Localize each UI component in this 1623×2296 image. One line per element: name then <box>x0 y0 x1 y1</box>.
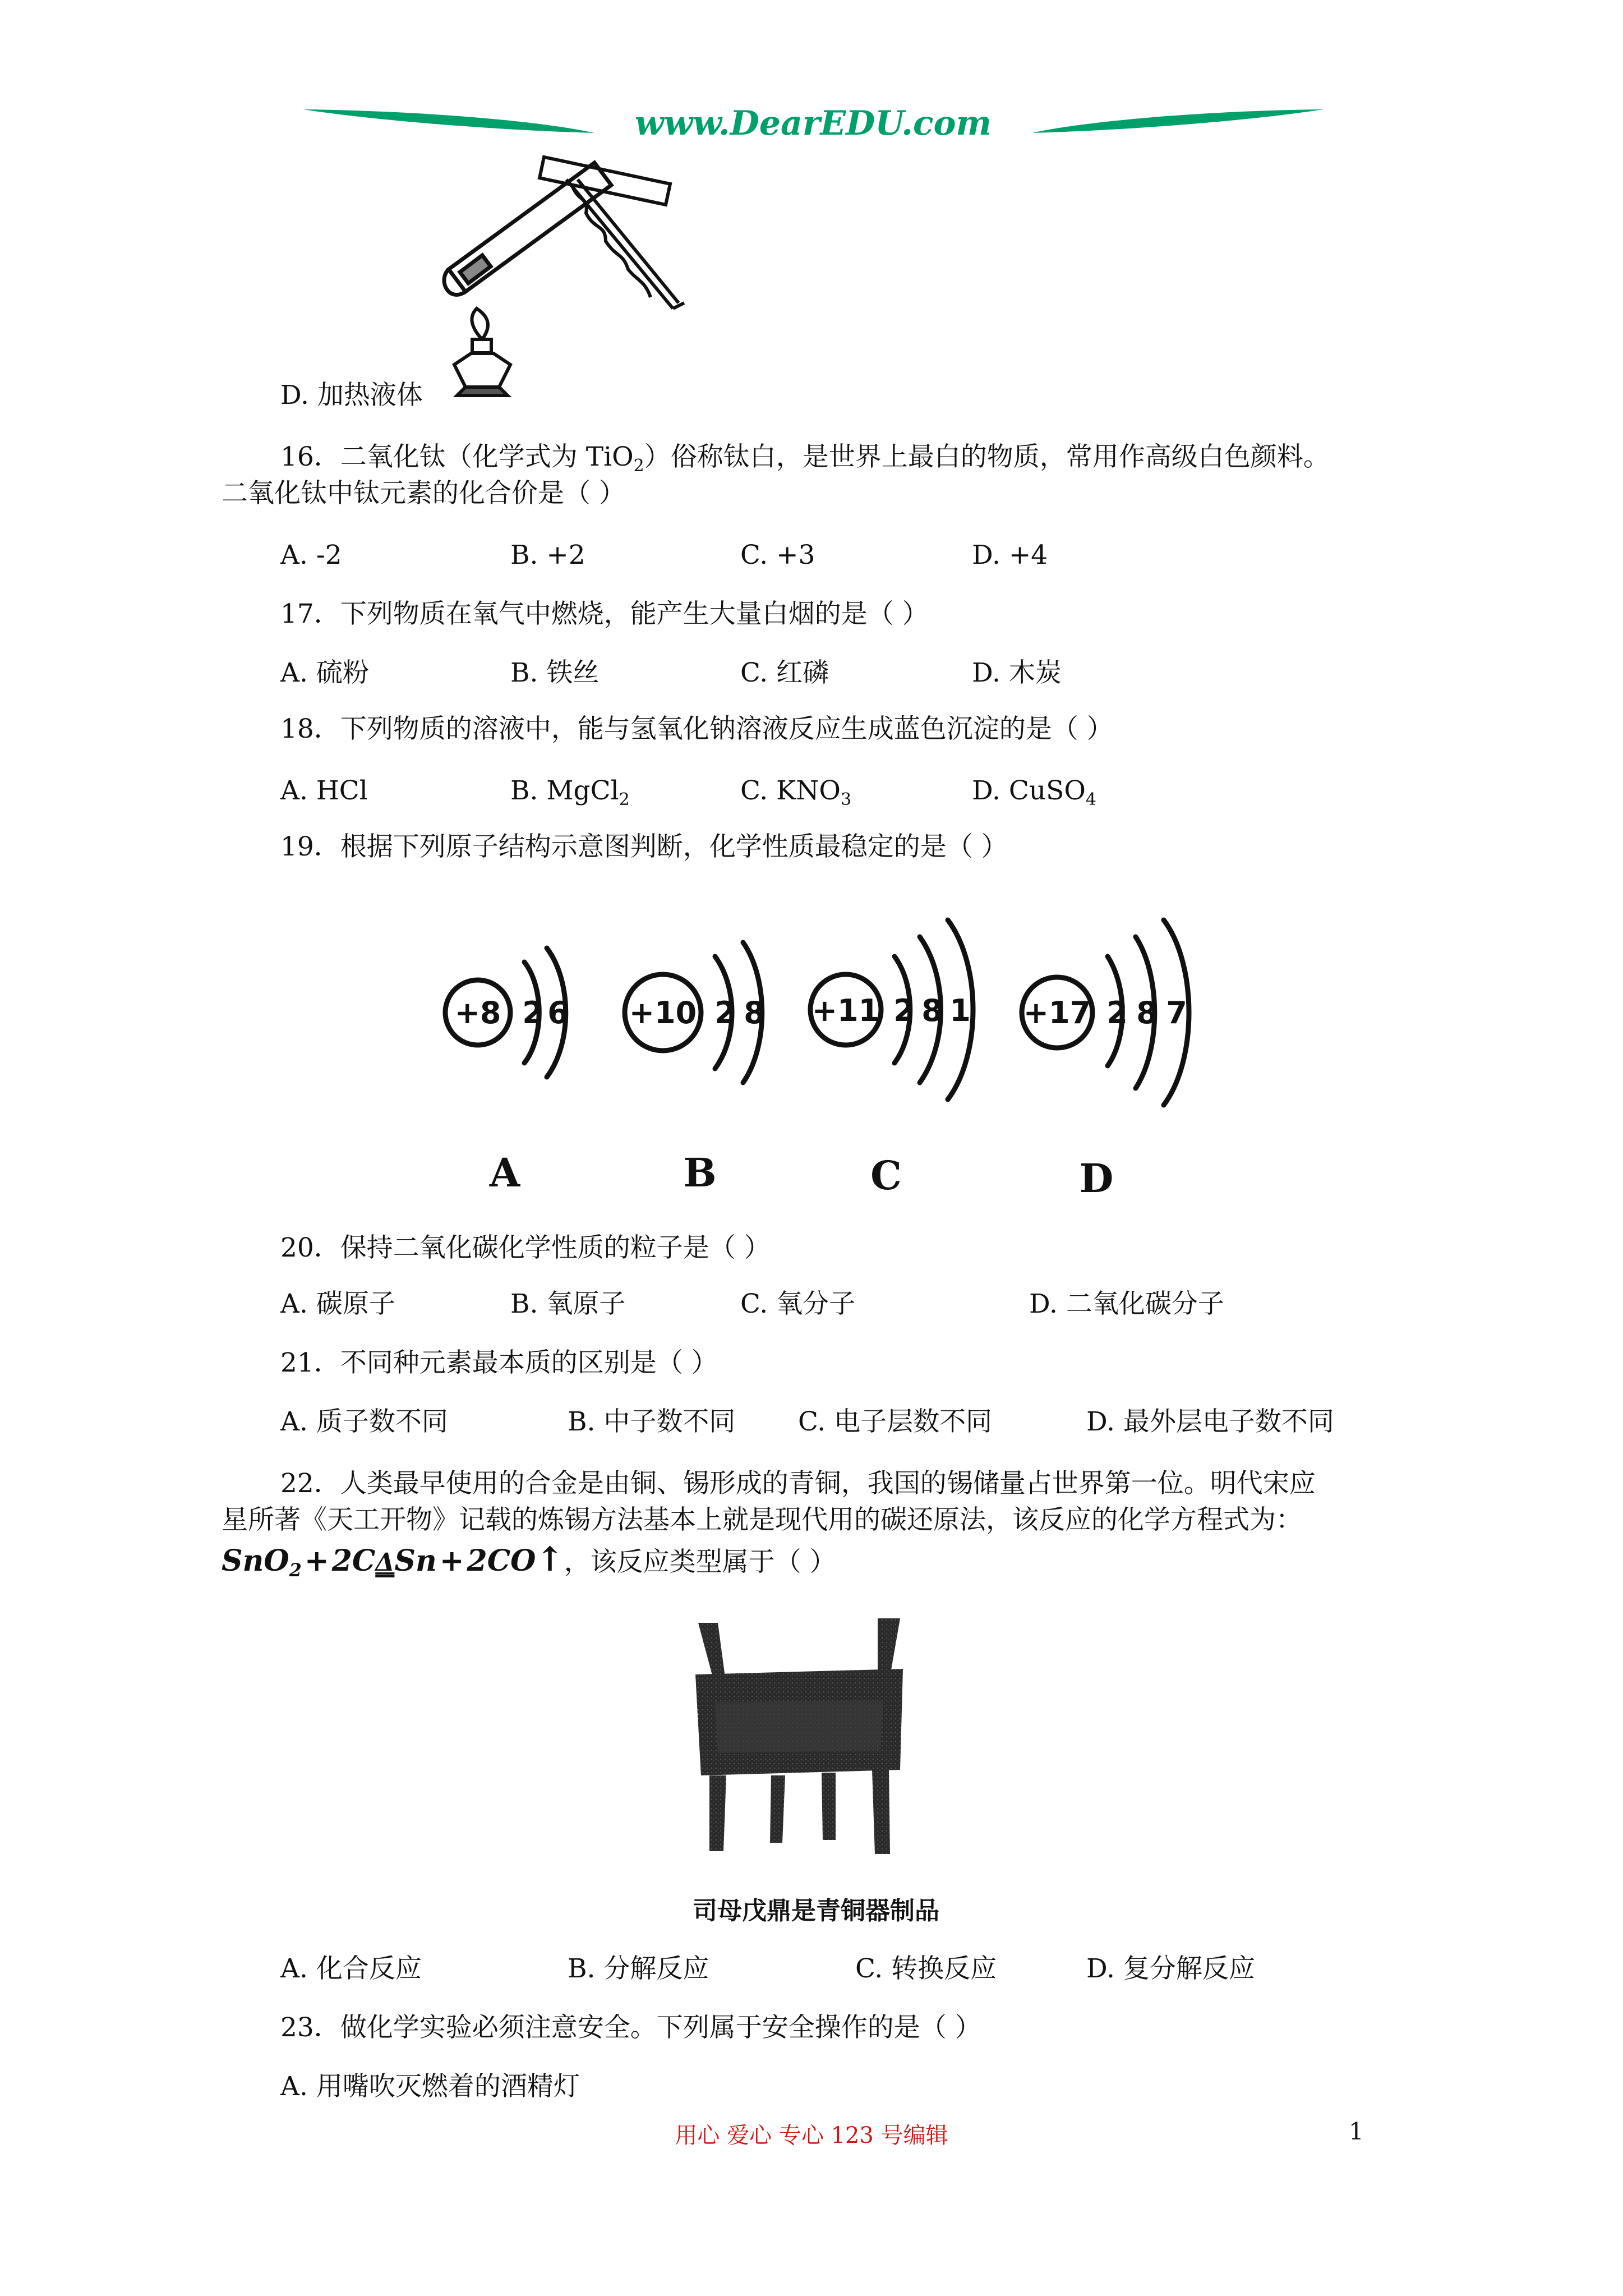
q17-option-c: C. 红磷 <box>740 657 829 688</box>
q20-option-c: C. 氧分子 <box>740 1289 856 1319</box>
footer-editor-note: 用心 爱心 专心 123 号编辑 <box>675 2123 948 2148</box>
atom-b-label: B <box>683 1149 717 1196</box>
q21-option-c: C. 电子层数不同 <box>798 1406 993 1437</box>
atom-b-shell-2-count: 8 <box>744 995 765 1030</box>
q23-stem: 23．做化学实验必须注意安全。下列属于安全操作的是（ ） <box>280 2012 981 2043</box>
eq-product-1: Sn <box>394 1544 437 1578</box>
q20-option-d: D. 二氧化碳分子 <box>1029 1289 1224 1319</box>
eq-plus-2: + <box>439 1544 464 1578</box>
q18-option-d <box>972 774 1096 808</box>
atom-c-nucleus: +11 <box>811 993 880 1028</box>
atom-b-shell-1-count: 2 <box>714 995 736 1030</box>
q21-option-d: D. 最外层电子数不同 <box>1086 1406 1334 1437</box>
q16-option-c: C. +3 <box>740 540 815 570</box>
eq-reactant-1-sub: 2 <box>289 1559 302 1581</box>
atom-c-shell-1-count: 2 <box>893 993 915 1028</box>
q20-option-b: B. 氧原子 <box>510 1289 626 1319</box>
q22-equation-tail: ，该反应类型属于（ ） <box>564 1547 836 1577</box>
q20-stem: 20．保持二氧化碳化学性质的粒子是（ ） <box>280 1232 771 1263</box>
q16-stem-part1: 16．二氧化钛（化学式为 TiO <box>280 441 634 472</box>
q16-stem-line1 <box>280 440 1330 474</box>
q18-option-b-text: B. MgCl <box>510 775 619 806</box>
q17-option-b: B. 铁丝 <box>510 657 600 688</box>
atom-c-label: C <box>870 1152 902 1199</box>
atom-d-label: D <box>1079 1155 1114 1202</box>
q22-option-d: D. 复分解反应 <box>1086 1953 1255 1984</box>
q18-option-a: A. HCl <box>280 775 368 806</box>
q18-option-c <box>740 774 851 808</box>
q22-stem-line1: 22．人类最早使用的合金是由铜、锡形成的青铜，我国的锡储量占世界第一位。明代宋应 <box>280 1468 1316 1499</box>
atom-structure-diagrams <box>432 898 1228 1212</box>
atom-a-shell-1-count: 2 <box>522 995 543 1030</box>
q23-option-a: A. 用嘴吹灭燃着的酒精灯 <box>280 2071 580 2102</box>
atom-a-label: A <box>489 1149 520 1196</box>
q22-option-a: A. 化合反应 <box>280 1953 422 1984</box>
eq-gas-arrow: ↑ <box>536 1540 564 1579</box>
atom-b-nucleus: +10 <box>629 995 697 1030</box>
q22-option-b: B. 分解反应 <box>568 1953 709 1984</box>
ding-image-caption: 司母戊鼎是青铜器制品 <box>693 1897 939 1925</box>
q18-option-b <box>510 774 630 808</box>
q18-option-d-sub: 4 <box>1085 790 1096 809</box>
q16-stem-line2: 二氧化钛中钛元素的化合价是（ ） <box>222 478 625 509</box>
atom-c-shell-2-count: 8 <box>921 993 943 1028</box>
eq-reactant-2: 2C <box>331 1544 376 1578</box>
atom-a-nucleus: +8 <box>454 995 501 1030</box>
page-number: 1 <box>1349 2118 1364 2145</box>
q16-subscript: 2 <box>633 456 644 476</box>
atom-d-nucleus: +17 <box>1023 995 1091 1030</box>
q21-option-b: B. 中子数不同 <box>568 1406 736 1437</box>
q22-option-c: C. 转换反应 <box>855 1953 997 1984</box>
q18-option-c-text: C. KNO <box>740 775 841 806</box>
atom-a-shell-2-count: 6 <box>547 995 569 1030</box>
q20-option-a: A. 碳原子 <box>280 1289 395 1319</box>
eq-product-2: 2CO <box>467 1544 536 1578</box>
atom-d-shell-1-count: 2 <box>1106 995 1128 1030</box>
q17-option-d: D. 木炭 <box>972 657 1062 688</box>
heating-liquid-illustration <box>437 140 707 409</box>
q21-option-a: A. 质子数不同 <box>280 1406 448 1437</box>
eq-plus-1: + <box>305 1544 329 1578</box>
q18-option-d-text: D. CuSO <box>972 775 1086 806</box>
q21-stem: 21．不同种元素最本质的区别是（ ） <box>280 1347 718 1378</box>
q17-option-a: A. 硫粉 <box>280 657 369 688</box>
q18-stem: 18．下列物质的溶液中，能与氢氧化钠溶液反应生成蓝色沉淀的是（ ） <box>280 714 1113 744</box>
q18-option-c-sub: 3 <box>840 790 852 809</box>
atom-c-shell-3-count: 1 <box>949 993 971 1028</box>
q22-stem-line2: 星所著《天工开物》记载的炼锡方法基本上就是现代用的碳还原法，该反应的化学方程式为： <box>222 1504 1302 1535</box>
q18-option-b-sub: 2 <box>619 790 630 809</box>
q16-option-d: D. +4 <box>972 540 1048 570</box>
q22-equation-line <box>222 1540 836 1585</box>
q15-option-d: D. 加热液体 <box>280 380 423 411</box>
q16-stem-part2: ）俗称钛白，是世界上最白的物质，常用作高级白色颜料。 <box>644 441 1330 472</box>
q16-option-a: A. -2 <box>280 540 342 570</box>
q19-stem: 19．根据下列原子结构示意图判断，化学性质最稳定的是（ ） <box>280 831 1008 862</box>
bronze-ding-illustration <box>693 1618 939 1865</box>
atom-d-shell-3-count: 7 <box>1166 995 1187 1030</box>
q16-option-b: B. +2 <box>510 540 585 570</box>
eq-condition: Δ <box>375 1548 395 1577</box>
q17-stem: 17．下列物质在氧气中燃烧，能产生大量白烟的是（ ） <box>280 599 929 629</box>
site-url: www.DearEDU.com <box>634 104 992 143</box>
atom-d-shell-2-count: 8 <box>1136 995 1158 1030</box>
eq-reactant-1: SnO <box>222 1544 289 1578</box>
